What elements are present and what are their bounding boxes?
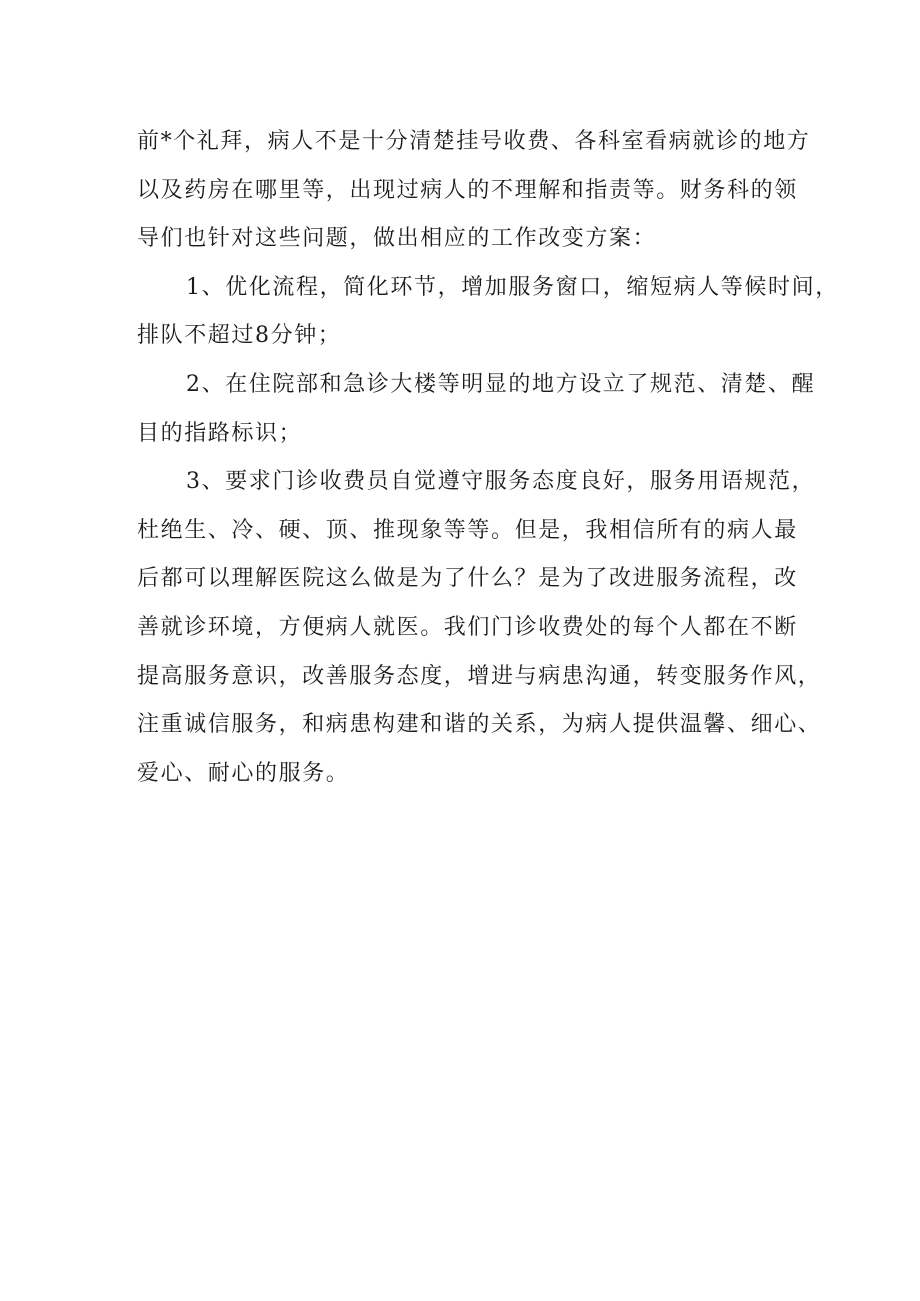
text-line: 2、在住院部和急诊大楼等明显的地方设立了规范、清楚、醒	[186, 371, 816, 397]
text-line: 后都可以理解医院这么做是为了什么？是为了改进服务流程，改	[137, 566, 798, 592]
text-line: 杜绝生、冷、硬、顶、推现象等等。但是，我相信所有的病人最	[137, 517, 798, 543]
list-item-2	[137, 361, 816, 458]
text-line: 爱心、耐心的服务。	[137, 760, 350, 786]
text-line: 导们也针对这些问题，做出相应的工作改变方案：	[137, 226, 657, 252]
text-line: 排队不超过8分钟；	[137, 323, 342, 349]
paragraph-intro	[137, 118, 811, 264]
text-line: 前*个礼拜，病人不是十分清楚挂号收费、各科室看病就诊的地方	[137, 129, 811, 154]
text-line: 提高服务意识，改善服务态度，增进与病患沟通，转变服务作风，	[137, 663, 822, 689]
text-line: 以及药房在哪里等，出现过病人的不理解和指责等。财务科的领	[137, 177, 798, 203]
document-body	[137, 118, 839, 798]
list-item-1	[137, 264, 839, 361]
text-line: 3、要求门诊收费员自觉遵守服务态度良好，服务用语规范，	[186, 469, 816, 495]
text-line: 注重诚信服务，和病患构建和谐的关系，为病人提供温馨、细心、	[137, 712, 822, 738]
list-item-3	[137, 458, 822, 798]
text-line: 1、优化流程，简化环节，增加服务窗口，缩短病人等候时间，	[186, 274, 839, 300]
text-line: 善就诊环境，方便病人就医。我们门诊收费处的每个人都在不断	[137, 614, 798, 640]
text-line: 目的指路标识；	[137, 420, 303, 446]
